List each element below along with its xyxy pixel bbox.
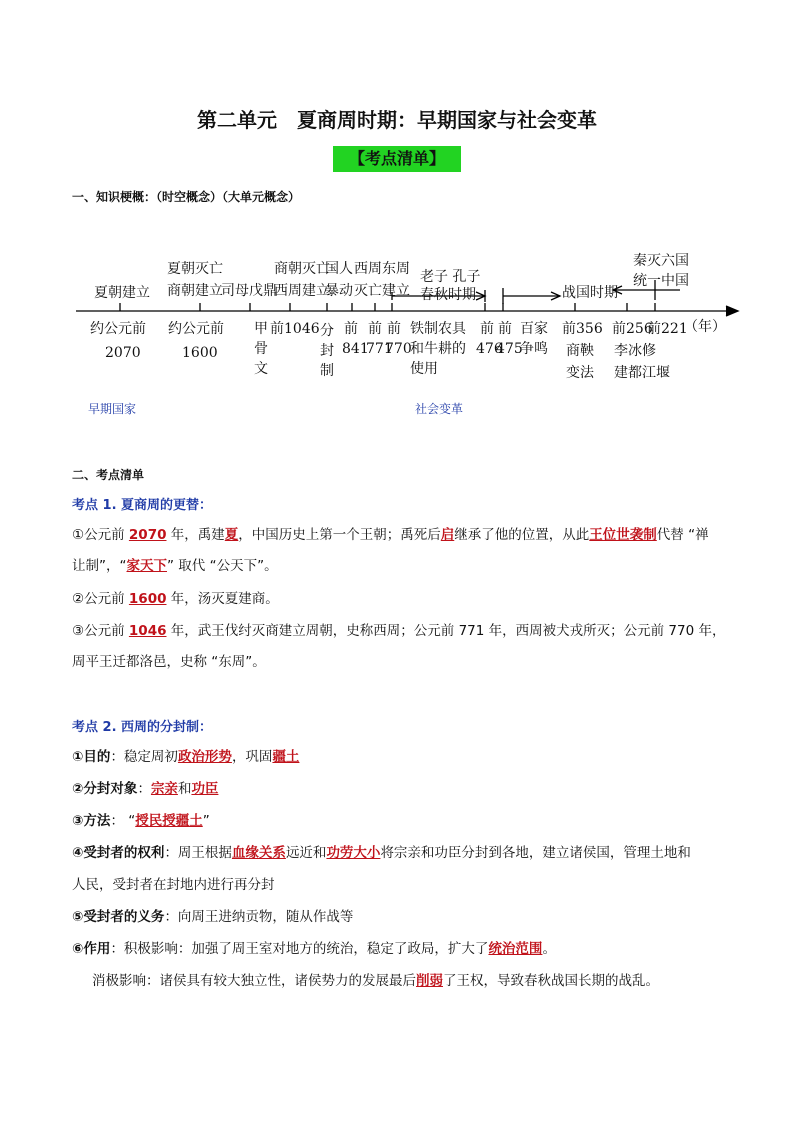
date-2070-line2: 2070 — [105, 345, 141, 361]
timeline-ticks — [120, 303, 655, 311]
label-eastern-zhou-line1: 东周 — [382, 261, 410, 277]
note-early-states: 早期国家 — [88, 402, 137, 416]
date-1600-line2: 1600 — [182, 345, 218, 361]
kd2-duties: ⑤受封者的义务：向周王进纳贡物，随从作战等 — [72, 909, 354, 925]
kd1-para3-cont: 周平王迁都洛邑，史称 “东周”。 — [72, 654, 266, 670]
section-2-heading: 二、考点清单 — [72, 468, 145, 482]
label-shang-fall-line1: 商朝灭亡 — [274, 261, 330, 277]
label-shang-fall-line2: 西周建立 — [274, 283, 330, 299]
oracle-bone-1: 甲 — [254, 321, 268, 337]
kd2-rights: ④受封者的权利：周王根据血缘关系远近和功劳大小将宗亲和功臣分封到各地，建立诸侯国，管理土地和 — [72, 845, 691, 861]
note-social-change: 社会变革 — [415, 402, 464, 416]
li-bing-1: 李冰修 — [614, 343, 656, 359]
hundred-schools-2: 争鸣 — [520, 341, 548, 357]
section-1-heading: 一、知识梗概：（时空概念）（大单元概念） — [72, 190, 301, 204]
date-771-line1: 前 — [368, 321, 382, 337]
label-simuwu-ding: 司母戊鼎 — [221, 283, 277, 299]
li-bing-2: 建都江堰 — [614, 365, 670, 381]
oracle-bone-3: 文 — [254, 361, 268, 377]
label-xia-founding: 夏朝建立 — [94, 285, 150, 301]
kd2-negative-effects: 消极影响：诸侯具有较大独立性，诸侯势力的发展最后削弱了王权，导致春秋战国长期的战乱。 — [92, 973, 659, 989]
date-476-line1: 前 — [480, 321, 494, 337]
date-1600-line1: 约公元前 — [168, 321, 224, 337]
label-xia-fall-line2: 商朝建立 — [167, 283, 223, 299]
date-475-line1: 前 — [498, 321, 512, 337]
label-laozi-kongzi: 老子 孔子 — [420, 269, 481, 285]
label-guoren-line2: 暴动 — [325, 283, 353, 299]
label-qin-line2: 统一中国 — [633, 273, 689, 289]
iron-tools-1: 铁制农具 — [410, 321, 466, 337]
label-guoren-line1: 国人 — [325, 261, 353, 277]
kd1-para1-cont: 让制”，“家天下” 取代 “公天下”。 — [72, 558, 278, 574]
label-qin-line1: 秦灭六国 — [633, 253, 689, 269]
date-841-line2: 841 — [342, 341, 369, 357]
date-476-line2: 476 — [476, 341, 503, 357]
label-xia-fall-line1: 夏朝灭亡 — [167, 261, 223, 277]
checklist-badge: 【考点清单】 — [333, 146, 461, 172]
kd1-para2: ②公元前 1600 年，汤灭夏建商。 — [72, 591, 279, 607]
kd1-para3: ③公元前 1046 年，武王伐纣灭商建立周朝，史称西周；公元前 771 年，西周被犬戎所灭；公元前 770 年， — [72, 623, 726, 639]
iron-tools-3: 使用 — [410, 361, 438, 377]
hundred-schools-1: 百家 — [520, 321, 548, 337]
feudal-2: 封 — [320, 343, 334, 359]
date-221: 前221 — [647, 321, 688, 337]
date-770-line1: 前 — [387, 321, 401, 337]
kd2-method: ③方法： “授民授疆土” — [72, 813, 210, 829]
date-771-line2: 771 — [366, 341, 393, 357]
kd2-effects: ⑥作用：积极影响：加强了周王室对地方的统治，稳定了政局，扩大了统治范围。 — [72, 941, 556, 957]
year-unit: （年） — [684, 319, 726, 335]
label-warring-states: 战国时期 — [562, 285, 618, 301]
label-western-zhou-fall-line1: 西周 — [354, 261, 382, 277]
feudal-1: 分 — [320, 323, 334, 339]
date-1046: 前1046 — [270, 321, 320, 337]
kd2-heading: 考点 2. 西周的分封制： — [72, 720, 213, 735]
date-256: 前256 — [612, 321, 653, 337]
date-356: 前356 — [562, 321, 603, 337]
label-eastern-zhou-line2: 建立 — [382, 283, 410, 299]
label-spring-autumn: 春秋时期 — [420, 287, 476, 303]
page-title: 第二单元 夏商周时期：早期国家与社会变革 — [197, 108, 597, 132]
label-western-zhou-fall-line2: 灭亡 — [354, 283, 382, 299]
date-2070-line1: 约公元前 — [90, 321, 146, 337]
oracle-bone-2: 骨 — [254, 341, 268, 357]
kd1-para1: ①公元前 2070 年，禹建夏，中国历史上第一个王朝；禹死后启继承了他的位置，从此王位世袭制代替 “禅 — [72, 527, 709, 543]
kd2-rights-cont: 人民，受封者在封地内进行再分封 — [72, 877, 275, 893]
kd2-purpose: ①目的：稳定周初政治形势，巩固疆土 — [72, 749, 300, 765]
shang-yang-1: 商鞅 — [566, 343, 594, 359]
timeline-arrow-head — [726, 306, 738, 316]
kd2-targets: ②分封对象：宗亲和功臣 — [72, 781, 219, 797]
date-475-line2: 475 — [496, 341, 523, 357]
kd1-heading: 考点 1. 夏商周的更替： — [72, 498, 213, 513]
feudal-3: 制 — [320, 363, 334, 379]
date-770-line2: 770 — [385, 341, 412, 357]
shang-yang-2: 变法 — [566, 365, 594, 381]
iron-tools-2: 和牛耕的 — [410, 341, 466, 357]
date-841-line1: 前 — [344, 321, 358, 337]
